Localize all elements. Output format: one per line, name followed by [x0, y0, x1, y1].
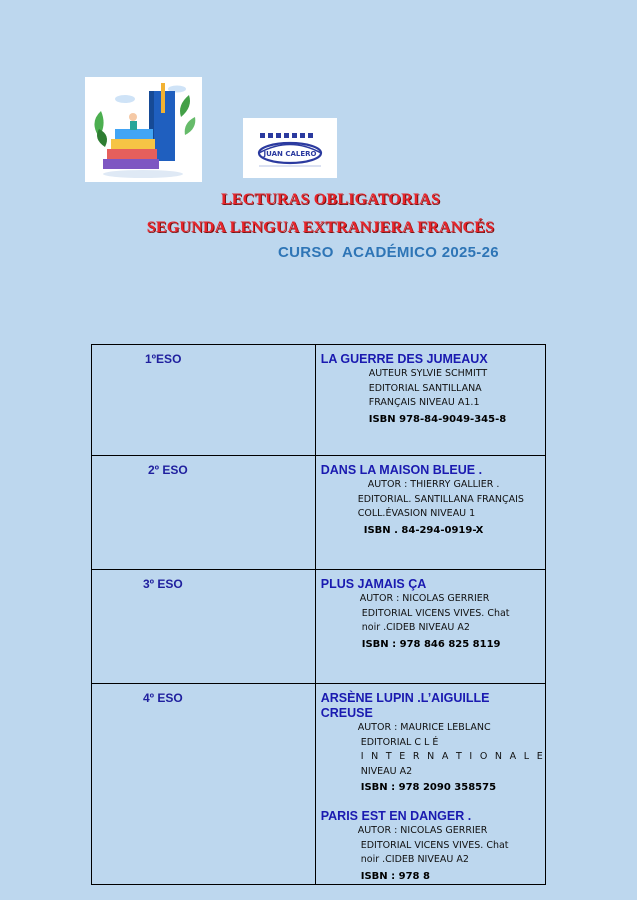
- books-logo: [85, 77, 202, 182]
- book-collection: noir .CIDEB NIVEAU A2: [361, 622, 470, 633]
- book-level: FRANÇAIS NIVEAU A1.1: [368, 397, 480, 408]
- book-isbn: ISBN : 978 2090 358575: [360, 782, 497, 793]
- title-line-1: LECTURAS OBLIGATORIAS: [220, 191, 441, 208]
- book-cell: [315, 456, 545, 570]
- table-row: [92, 570, 546, 684]
- book-author: AUTOR : THIERRY GALLIER .: [367, 479, 500, 490]
- book-author: AUTOR : NICOLAS GERRIER: [357, 825, 488, 836]
- book-publisher: EDITORIAL SANTILLANA: [368, 382, 482, 394]
- book-publisher: EDITORIAL. SANTILLANA FRANÇAIS: [357, 493, 524, 505]
- table-row: [92, 345, 546, 456]
- books-illustration-icon: [85, 77, 202, 182]
- book-publisher: EDITORIAL VICENS VIVES. Chat: [360, 839, 509, 851]
- book-cell: [315, 570, 545, 684]
- level-label: 1ºESO: [145, 352, 182, 366]
- table-row: [92, 684, 546, 885]
- school-logo-text: JUAN CALERO: [263, 150, 317, 158]
- level-cell: [92, 570, 316, 684]
- book-isbn: ISBN : 978 8: [360, 870, 430, 882]
- book-cell: [315, 684, 545, 885]
- book-author: AUTOR : NICOLAS GERRIER: [359, 593, 490, 604]
- book-publisher-cont: I N T E R N A T I O N A L E: [360, 751, 545, 762]
- book-cell: [315, 345, 545, 456]
- book-collection: noir .CIDEB NIVEAU A2: [360, 854, 469, 865]
- book-publisher: EDITORIAL VICENS VIVES. Chat: [361, 607, 510, 619]
- book-isbn: ISBN : 978 846 825 8119: [361, 638, 501, 650]
- level-cell: [92, 456, 316, 570]
- level-label: 3º ESO: [143, 577, 183, 591]
- level-cell: [92, 684, 316, 885]
- book-title: LA GUERRE DES JUMEAUX: [320, 352, 488, 366]
- school-logo-icon: [243, 118, 337, 178]
- book-author: AUTOR : MAURICE LEBLANC: [357, 722, 491, 733]
- book-level: NIVEAU A2: [360, 765, 413, 777]
- level-cell: [92, 345, 316, 456]
- book-publisher: EDITORIAL C L É: [360, 736, 439, 748]
- level-label: 2º ESO: [148, 463, 188, 477]
- book-isbn: ISBN . 84-294-0919-X: [363, 524, 484, 536]
- course-year: CURSO ACADÉMICO 2025-26: [278, 244, 499, 261]
- title-line-2: SEGUNDA LENGUA EXTRANJERA FRANCÉS: [146, 219, 495, 236]
- book-collection: COLL.ÉVASION NIVEAU 1: [357, 508, 476, 519]
- book-title: DANS LA MAISON BLEUE .: [320, 463, 483, 477]
- level-label: 4º ESO: [143, 691, 183, 705]
- book-title: PLUS JAMAIS ÇA: [320, 577, 427, 591]
- table-row: [92, 456, 546, 570]
- book-author: AUTEUR SYLVIE SCHMITT: [368, 368, 488, 379]
- book-title: ARSÈNE LUPIN .L’AIGUILLE CREUSE: [320, 691, 490, 720]
- book-title: PARIS EST EN DANGER .: [320, 809, 472, 823]
- readings-table: [91, 344, 546, 885]
- school-logo: [243, 118, 337, 178]
- book-isbn: ISBN 978-84-9049-345-8: [368, 413, 507, 425]
